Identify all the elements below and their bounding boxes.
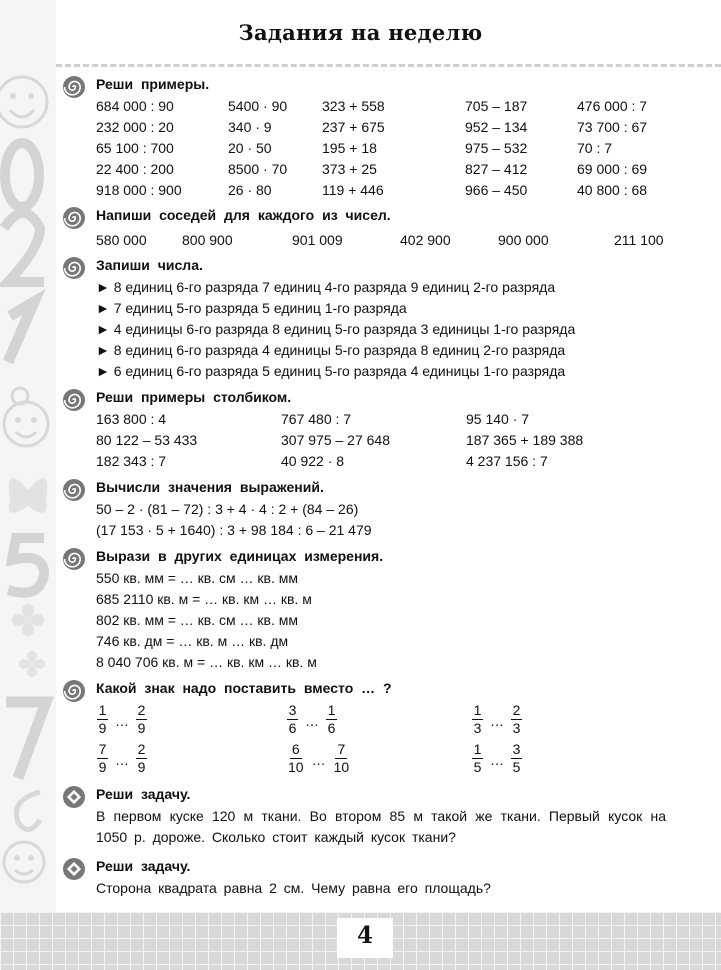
task-heading: Реши задачу. bbox=[96, 858, 191, 874]
example-cell: 340 · 9 bbox=[228, 119, 272, 135]
example-cell: 195 + 18 bbox=[322, 140, 377, 156]
example-cell: 70 : 7 bbox=[577, 140, 613, 156]
numbers-row bbox=[96, 227, 682, 253]
fraction: $\frac{1}{6}$ bbox=[327, 702, 336, 736]
example-cell: 918 000 : 900 bbox=[96, 182, 182, 198]
fraction: $\frac{1}{3}$ bbox=[473, 702, 482, 736]
example-cell: 827 – 412 bbox=[465, 161, 528, 177]
fraction: $\frac{3}{5}$ bbox=[512, 741, 521, 775]
example-cell: 767 480 : 7 bbox=[281, 411, 352, 427]
number-item: 402 900 bbox=[400, 232, 451, 248]
page-title: Задания на неделю bbox=[238, 20, 483, 45]
decorative-margin bbox=[0, 0, 56, 970]
fraction: $\frac{1}{9}$ bbox=[98, 702, 107, 736]
page-number: 4 bbox=[356, 922, 373, 949]
task-heading: Какой знак надо поставить вместо … ? bbox=[96, 680, 392, 696]
conversion-row: 802 кв. мм = … кв. см … кв. мм bbox=[96, 612, 299, 628]
spiral-task-icon bbox=[62, 256, 86, 280]
conversion-row: 550 кв. мм = … кв. см … кв. мм bbox=[96, 570, 299, 586]
example-cell: 966 – 450 bbox=[465, 182, 528, 198]
spiral-task-icon bbox=[62, 679, 86, 703]
example-cell: 73 700 : 67 bbox=[577, 119, 648, 135]
spiral-task-icon bbox=[62, 206, 86, 230]
task-compare-fractions bbox=[62, 676, 682, 776]
fraction: $\frac{1}{5}$ bbox=[473, 741, 482, 775]
examples-grid bbox=[96, 96, 682, 201]
example-cell: 5400 · 90 bbox=[228, 98, 288, 114]
task-heading: Вычисли значения выражений. bbox=[96, 479, 324, 495]
fraction-comparison bbox=[471, 741, 661, 776]
placeholder-dots: … bbox=[115, 751, 129, 768]
list-item: ► 6 единиц 6-го разряда 5 единиц 5-го разряда 4 единицы 1-го разряда bbox=[96, 363, 566, 379]
task-column-arithmetic bbox=[62, 385, 682, 472]
example-cell: 119 + 446 bbox=[322, 182, 384, 198]
task-heading: Запиши числа. bbox=[96, 257, 203, 273]
example-cell: 373 + 25 bbox=[322, 161, 377, 177]
task-arithmetic bbox=[62, 72, 682, 201]
example-cell: 705 – 187 bbox=[465, 98, 528, 114]
fraction: $\frac{2}{9}$ bbox=[137, 741, 146, 775]
number-item: 901 009 bbox=[292, 232, 343, 248]
example-cell: 26 · 80 bbox=[228, 182, 272, 198]
content-area bbox=[62, 66, 682, 899]
task-word-problem-2 bbox=[62, 854, 682, 899]
fraction-comparisons bbox=[96, 702, 682, 776]
example-cell: 80 122 – 53 433 bbox=[96, 432, 198, 448]
placeholder-dots: … bbox=[490, 712, 504, 729]
task-heading: Реши примеры. bbox=[96, 76, 210, 92]
fraction-comparison bbox=[471, 702, 661, 737]
fraction: $\frac{2}{3}$ bbox=[512, 702, 521, 736]
example-cell: 476 000 : 7 bbox=[577, 98, 648, 114]
list-item: ► 8 единиц 6-го разряда 4 единицы 5-го разряда 8 единиц 2-го разряда bbox=[96, 342, 566, 358]
example-cell: 684 000 : 90 bbox=[96, 98, 174, 114]
conversion-row: 8 040 706 кв. м = … кв. км … кв. м bbox=[96, 654, 317, 670]
example-cell: 163 800 : 4 bbox=[96, 411, 167, 427]
example-cell: 232 000 : 20 bbox=[96, 119, 174, 135]
list-item: ► 7 единиц 5-го разряда 5 единиц 1-го разряда bbox=[96, 300, 407, 316]
example-cell: 307 975 – 27 648 bbox=[281, 432, 390, 448]
task-heading: Реши задачу. bbox=[96, 786, 191, 802]
example-cell: 975 – 532 bbox=[465, 140, 528, 156]
list-item: ► 4 единицы 6-го разряда 8 единиц 5-го разряда 3 единицы 1-го разряда bbox=[96, 321, 576, 337]
example-cell: 65 100 : 700 bbox=[96, 140, 174, 156]
example-cell: 182 343 : 7 bbox=[96, 453, 167, 469]
column-examples-grid bbox=[96, 409, 682, 472]
fraction-comparison bbox=[286, 702, 471, 737]
task-neighbors bbox=[62, 203, 682, 253]
fraction-comparison bbox=[286, 741, 471, 776]
example-cell: 40 800 : 68 bbox=[577, 182, 648, 198]
task-expressions bbox=[62, 475, 682, 541]
task-heading: Напиши соседей для каждого из чисел. bbox=[96, 207, 391, 223]
task-unit-conversion bbox=[62, 544, 682, 673]
task-write-numbers bbox=[62, 253, 682, 382]
placeholder-dots: … bbox=[305, 712, 319, 729]
task-heading: Реши примеры столбиком. bbox=[96, 389, 292, 405]
diamond-task-icon bbox=[62, 857, 86, 881]
example-cell: 952 – 134 bbox=[465, 119, 528, 135]
example-cell: 69 000 : 69 bbox=[577, 161, 648, 177]
example-cell: 237 + 675 bbox=[322, 119, 385, 135]
conversion-row: 746 кв. дм = … кв. м … кв. дм bbox=[96, 633, 289, 649]
expression: (17 153 · 5 + 1640) : 3 + 98 184 : 6 – 21 479 bbox=[96, 522, 372, 538]
fraction: $\frac{6}{10}$ bbox=[288, 741, 304, 775]
placeholder-dots: … bbox=[115, 712, 129, 729]
fraction-comparison bbox=[96, 702, 286, 737]
number-item: 900 000 bbox=[498, 232, 549, 248]
list-item: ► 8 единиц 6-го разряда 7 единиц 4-го разряда 9 единиц 2-го разряда bbox=[96, 279, 556, 295]
task-heading: Вырази в других единицах измерения. bbox=[96, 548, 384, 564]
example-cell: 95 140 · 7 bbox=[466, 411, 530, 427]
fraction: $\frac{7}{10}$ bbox=[333, 741, 350, 775]
placeholder-dots: … bbox=[311, 751, 326, 768]
conversion-row: 685 2110 кв. м = … кв. км … кв. м bbox=[96, 591, 312, 607]
example-cell: 22 400 : 200 bbox=[96, 161, 174, 177]
spiral-task-icon bbox=[62, 547, 86, 571]
example-cell: 8500 · 70 bbox=[228, 161, 288, 177]
expression: 50 – 2 · (81 – 72) : 3 + 4 · 4 : 2 + (84 – 26) bbox=[96, 501, 359, 517]
example-cell: 20 · 50 bbox=[228, 140, 272, 156]
spiral-task-icon bbox=[62, 75, 86, 99]
number-item: 580 000 bbox=[96, 232, 147, 248]
fraction: $\frac{3}{6}$ bbox=[288, 702, 297, 736]
fraction: $\frac{7}{9}$ bbox=[98, 741, 107, 775]
diamond-task-icon bbox=[62, 785, 86, 809]
fraction: $\frac{2}{9}$ bbox=[137, 702, 146, 736]
example-cell: 4 237 156 : 7 bbox=[466, 453, 548, 469]
example-cell: 40 922 · 8 bbox=[281, 453, 345, 469]
problem-text: В первом куске 120 м ткани. Во втором 85 м такой же ткани. Первый кусок на 1050 р. дороже. Сколько стоит каждый кусок ткани? bbox=[96, 808, 666, 845]
spiral-task-icon bbox=[62, 388, 86, 412]
problem-text: Сторона квадрата равна 2 см. Чему равна его площадь? bbox=[96, 880, 491, 896]
number-item: 211 100 bbox=[614, 232, 664, 248]
number-item: 800 900 bbox=[182, 232, 233, 248]
spiral-task-icon bbox=[62, 478, 86, 502]
task-word-problem bbox=[62, 782, 682, 848]
fraction-comparison bbox=[96, 741, 286, 776]
example-cell: 323 + 558 bbox=[322, 98, 385, 114]
example-cell: 187 365 + 189 388 bbox=[466, 432, 584, 448]
placeholder-dots: … bbox=[490, 751, 504, 768]
